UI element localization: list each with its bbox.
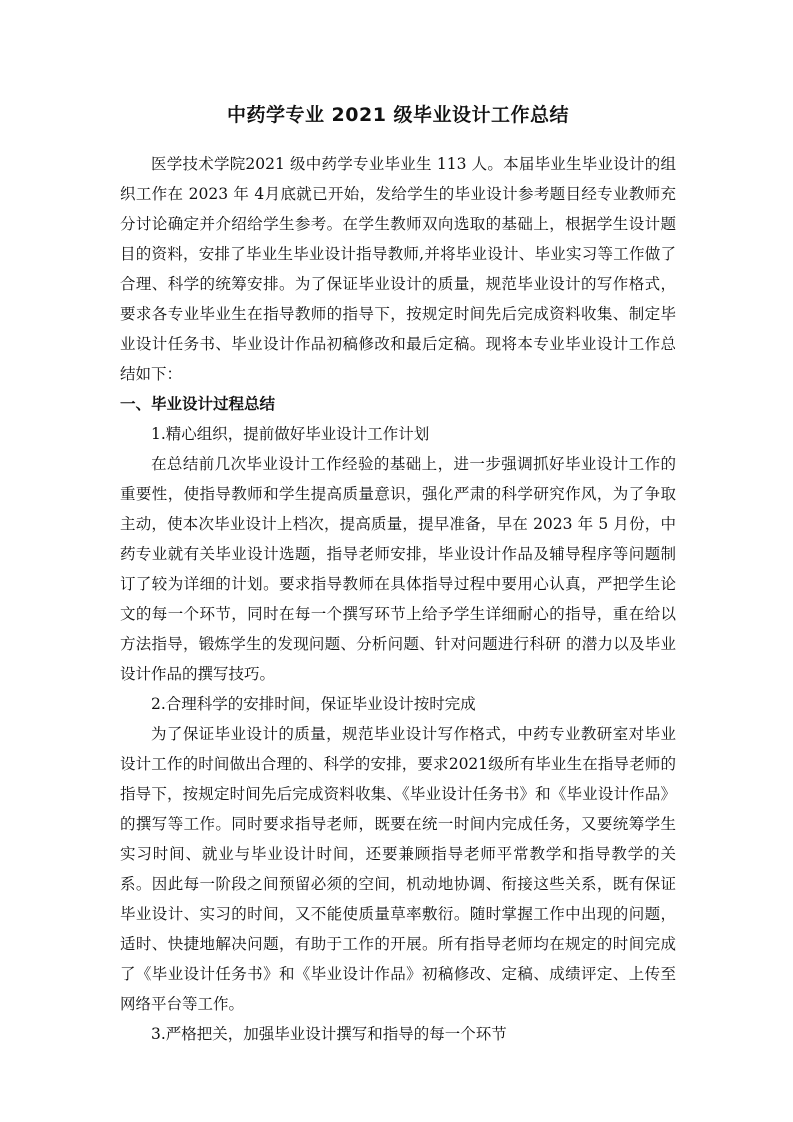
document-page <box>120 100 676 1049</box>
intro-paragraph: 医学技术学院2021 级中药学专业毕业生 113 人。本届毕业生毕业设计的组织工作在 2023 年 4月底就已开始，发给学生的毕业设计参考题目经专业教师充分讨论确定并介绍给学生参考。在学生教师双向选取的基础上，根据学生设计题目的资料，安排了毕业生毕业设计指导教师,并将毕业设计、毕业实习等工作做了合理、科学的统筹安排。为了保证毕业设计的质量，规范毕业设计的写作格式，要求各专业毕业生在指导教师的指导下，按规定时间先后完成资料收集、制定毕业设计任务书、毕业设计作品初稿修改和最后定稿。现将本专业毕业设计工作总结如下： <box>120 155 676 383</box>
subsection-body-1: 在总结前几次毕业设计工作经验的基础上，进一步强调抓好毕业设计工作的重要性，使指导教师和学生提高质量意识，强化严肃的科学研究作风，为了争取主动，使本次毕业设计上档次，提高质量，提早准备，早在 2023 年 5 月份，中药专业就有关毕业设计选题，指导老师安排，毕业设计作品及辅导程序等问题制订了较为详细的计划。要求指导教师在具体指导过程中要用心认真，严把学生论文的每一个环节，同时在每一个撰写环节上给予学生详细耐心的指导，重在给以方法指导，锻炼学生的发现问题、分析问题、针对问题进行科研 的潜力以及毕业设计作品的撰写技巧。 <box>120 455 676 683</box>
subsection-body-2: 为了保证毕业设计的质量，规范毕业设计写作格式，中药专业教研室对毕业设计工作的时间做出合理的、科学的安排，要求2021级所有毕业生在指导老师的指导下，按规定时间先后完成资料收集、《毕业设计任务书》和《毕业设计作品》的撰写等工作。同时要求指导老师，既要在统一时间内完成任务，又要统筹学生实习时间、就业与毕业设计时间，还要兼顾指导老师平常教学和指导教学的关系。因此每一阶段之间预留必须的空间，机动地协调、衔接这些关系，既有保证毕业设计、实习的时间，又不能使质量草率敷衍。随时掌握工作中出现的问题，适时、快捷地解决问题，有助于工作的开展。所有指导老师均在规定的时间完成了《毕业设计任务书》和《毕业设计作品》初稿修改、定稿、成绩评定、上传至网络平台等工作。 <box>120 725 676 1013</box>
subsection-heading-2: 2.合理科学的安排时间，保证毕业设计按时完成 <box>151 695 476 713</box>
subsection-heading-3: 3.严格把关，加强毕业设计撰写和指导的每一个环节 <box>151 1025 507 1043</box>
document-title: 中药学专业 2021 级毕业设计工作总结 <box>226 104 570 126</box>
subsection-heading-1: 1.精心组织，提前做好毕业设计工作计划 <box>151 425 430 443</box>
section-heading-1: 一、毕业设计过程总结 <box>120 395 276 413</box>
